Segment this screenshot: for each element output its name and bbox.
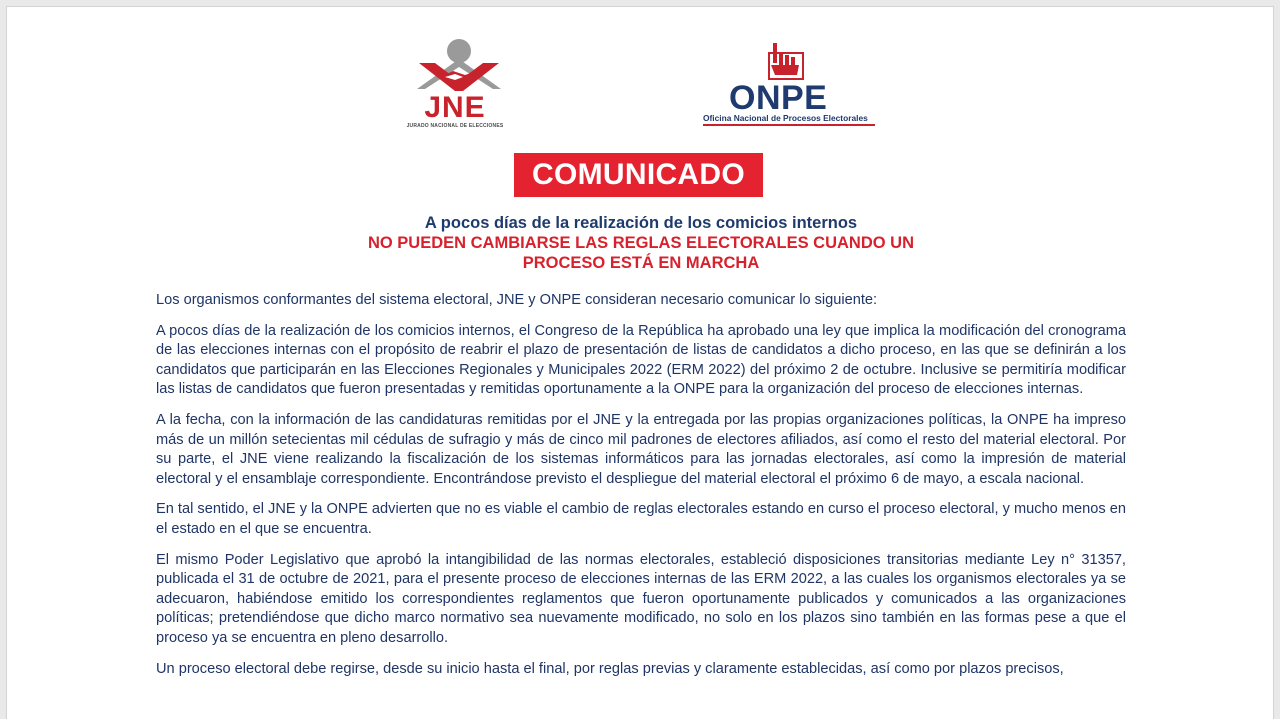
jne-wordmark: JNE [424,91,486,124]
onpe-underline [703,124,875,126]
headline-title-line-1: NO PUEDEN CAMBIARSE LAS REGLAS ELECTORALES CUANDO UN [367,234,915,252]
jne-subtitle: JURADO NACIONAL DE ELECCIONES [406,123,504,129]
paragraph-material-status: A la fecha, con la información de las candidaturas remitidas por el JNE y la entregada por las propias organizaciones políticas, la ONPE ha impreso más de un millón setecientas mil cédulas de sufragio y más de cinco mil padrones de electores afiliados, así como el resto del material electoral. Por su parte, el JNE viene realizando la fiscalización de los sistemas informáticos para las jornadas electorales, así como la impresión de material electoral y el ensamblaje correspondiente. Encontrándose previsto el despliegue del material electoral el próximo 6 de mayo, a escala nacional. [156,411,1126,487]
document-page [6,6,1274,719]
headline-title-line-2: PROCESO ESTÁ EN MARCHA [522,254,760,272]
paragraph-congress-law: A pocos días de la realización de los comicios internos, el Congreso de la República ha aprobado una ley que implica la modificación del cronograma de las elecciones internas con el propósito de reabrir el plazo de presentación de listas de candidatos a dicho proceso, en las que se definirán a los candidatos que participarán en las Elecciones Regionales y Municipales 2022 (ERM 2022) del próximo 2 de octubre. Inclusive se permitiría modificar las listas de candidatos que fueron presentadas y remitidas oportunamente a la ONPE para la organización del proceso de elecciones internas. [156,322,1126,398]
jne-emblem-icon [405,37,505,97]
onpe-logo [699,39,875,129]
paragraph-rules: Un proceso electoral debe regirse, desde su inicio hasta el final, por reglas previas y claramente establecidas, así como por plazos precisos, [156,660,1064,677]
jne-logo [405,37,505,133]
statement-body [156,291,1126,690]
headline-subtitle: A pocos días de la realización de los comicios internos [424,214,858,232]
paragraph-intro: Los organismos conformantes del sistema electoral, JNE y ONPE consideran necesario comunicar lo siguiente: [156,292,878,308]
headline [287,213,995,273]
onpe-subtitle: Oficina Nacional de Procesos Electorales [703,113,868,123]
logos-header [7,7,1273,147]
paragraph-legislative: El mismo Poder Legislativo que aprobó la intangibilidad de las normas electorales, estableció disposiciones transitorias mediante Ley n° 31357, publicada el 31 de octubre de 2021, para el presente proceso de elecciones internas de las ERM 2022, a las cuales los organismos electorales ya se adecuaron, habiéndose emitido los correspondientes reglamentos que fueron oportunamente publicados y comunicados a las organizaciones políticas; pretendiéndose que dicho marco normativo sea nuevamente modificado, no solo en los plazos sino también en las formas pese a que el proceso ya se encuentra en pleno desarrollo. [156,551,1126,646]
paragraph-not-viable: En tal sentido, el JNE y la ONPE advierten que no es viable el cambio de reglas electorales estando en curso el proceso electoral, y mucho menos en el estado en el que se encuentra. [156,501,1126,537]
onpe-wordmark: ONPE [729,79,828,117]
comunicado-banner: COMUNICADO [514,153,763,197]
